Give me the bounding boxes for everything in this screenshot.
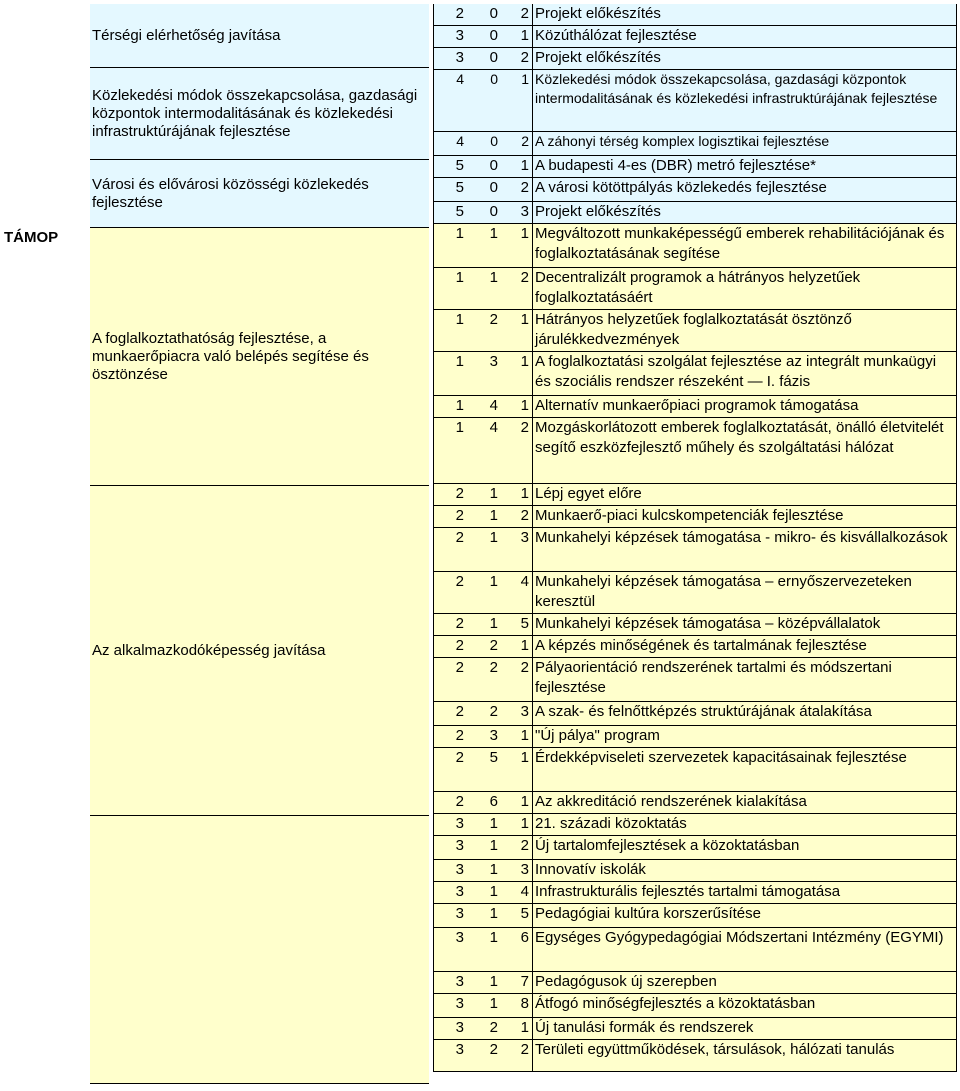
code-cell: 0 <box>490 71 498 87</box>
measure-title: Megváltozott munkaképességű emberek rehabilitációjának és foglalkoztatásának segítése <box>533 224 957 267</box>
measure-title: Projekt előkészítés <box>533 48 957 69</box>
code-cell: 3 <box>501 860 533 881</box>
code-cell: 2 <box>489 1019 498 1036</box>
code-cell: 1 <box>489 269 498 286</box>
measure-title: Pályaorientáció rendszerének tartalmi és módszertani fejlesztése <box>533 658 957 701</box>
code-cell: 2 <box>433 528 467 571</box>
program-label: TÁMOP <box>4 229 59 246</box>
code-cell: 2 <box>489 311 498 328</box>
code-cell: 1 <box>489 573 498 590</box>
code-cell: 1 <box>501 484 533 505</box>
code-cell: 3 <box>489 353 498 370</box>
code-cell: 2 <box>501 132 533 155</box>
code-cell: 2 <box>501 506 533 527</box>
code-cell: 1 <box>489 995 498 1012</box>
table-row <box>433 396 957 418</box>
code-cell: 1 <box>433 224 467 267</box>
code-cell: 0 <box>489 203 498 220</box>
table-row <box>433 310 957 352</box>
table-row <box>433 224 957 268</box>
code-cell: 3 <box>433 26 467 47</box>
code-cell: 5 <box>489 749 498 766</box>
table-row <box>433 4 957 26</box>
code-cell: 2 <box>501 836 533 859</box>
measure-title: Decentralizált programok a hátrányos helyzetűek foglalkoztatásáért <box>533 268 957 309</box>
code-cell: 2 <box>433 636 467 657</box>
measure-title: Munkahelyi képzések támogatása - mikro- és kisvállalkozások <box>533 528 957 571</box>
measure-title: Infrastrukturális fejlesztés tartalmi támogatása <box>533 882 957 903</box>
table-row <box>433 882 957 904</box>
table-row <box>433 748 957 792</box>
priority-cell: Az alkalmazkodóképesség javítása <box>90 486 429 816</box>
code-cell: 3 <box>433 928 467 971</box>
table-row <box>433 132 957 156</box>
code-cell: 0 <box>489 157 498 174</box>
code-cell: 7 <box>501 972 533 993</box>
code-cell: 2 <box>501 418 533 483</box>
code-cell: 4 <box>489 397 498 414</box>
measure-title: Egységes Gyógypedagógiai Módszertani Intézmény (EGYMI) <box>533 928 957 971</box>
measure-title: A képzés minőségének és tartalmának fejlesztése <box>533 636 957 657</box>
measure-title: Munkaerő-piaci kulcskompetenciák fejlesztése <box>533 506 957 527</box>
priority-cell: Térségi elérhetőség javítása <box>90 4 429 68</box>
measure-title: "Új pálya" program <box>533 726 957 747</box>
priority-cell: A foglalkoztathatóság fejlesztése, a munkaerőpiacra való belépés segítése és ösztönzése <box>90 228 429 486</box>
table-row <box>433 658 957 702</box>
code-cell: 1 <box>501 814 533 835</box>
measure-title: Projekt előkészítés <box>533 202 957 223</box>
code-cell: 3 <box>501 528 533 571</box>
measure-title: Hátrányos helyzetűek foglalkoztatását ösztönző járulékkedvezmények <box>533 310 957 351</box>
priority-cell <box>90 816 429 1084</box>
measure-title: A városi kötöttpályás közlekedés fejlesztése <box>533 178 957 201</box>
measure-title: Közúthálózat fejlesztése <box>533 26 957 47</box>
code-cell: 0 <box>490 133 498 149</box>
code-cell: 0 <box>489 5 498 22</box>
code-cell: 1 <box>501 792 533 813</box>
code-cell: 5 <box>501 614 533 635</box>
measure-title: Közlekedési módok összekapcsolása, gazdasági központok intermodalitásának és közlekedési infrastruktúrájának fejlesztése <box>533 70 957 131</box>
code-cell: 2 <box>433 658 467 701</box>
code-cell: 1 <box>489 837 498 854</box>
code-cell: 1 <box>489 529 498 546</box>
code-cell: 5 <box>433 156 467 177</box>
code-cell: 1 <box>489 883 498 900</box>
table-row <box>433 178 957 202</box>
table-row <box>433 202 957 224</box>
code-cell: 3 <box>433 882 467 903</box>
code-cell: 2 <box>501 48 533 69</box>
code-cell: 5 <box>433 178 467 201</box>
code-cell: 1 <box>433 352 467 395</box>
code-cell: 2 <box>433 572 467 613</box>
code-cell: 2 <box>501 1040 533 1071</box>
table-row <box>433 506 957 528</box>
code-cell: 1 <box>501 1018 533 1039</box>
code-cell: 4 <box>433 132 467 155</box>
measure-title: Új tanulási formák és rendszerek <box>533 1018 957 1039</box>
code-cell: 1 <box>501 156 533 177</box>
code-cell: 1 <box>489 615 498 632</box>
code-cell: 1 <box>501 26 533 47</box>
table-row <box>433 792 957 814</box>
code-cell: 1 <box>433 418 467 483</box>
table-row <box>433 70 957 132</box>
measure-title: Projekt előkészítés <box>533 4 957 25</box>
table-row <box>433 352 957 396</box>
table-row <box>433 972 957 994</box>
measure-title: A záhonyi térség komplex logisztikai fejlesztése <box>533 132 957 155</box>
code-cell: 3 <box>433 860 467 881</box>
table-row <box>433 528 957 572</box>
measure-title: Pedagógiai kultúra korszerűsítése <box>533 904 957 927</box>
table-row <box>433 484 957 506</box>
code-cell: 1 <box>501 70 533 131</box>
code-cell: 2 <box>433 748 467 791</box>
measure-title: Új tartalomfejlesztések a közoktatásban <box>533 836 957 859</box>
table-row <box>433 928 957 972</box>
measure-title: A budapesti 4-es (DBR) metró fejlesztése* <box>533 156 957 177</box>
table-row <box>433 904 957 928</box>
measure-title: Pedagógusok új szerepben <box>533 972 957 993</box>
code-cell: 4 <box>433 70 467 131</box>
priority-cell: Közlekedési módok összekapcsolása, gazdasági központok intermodalitásának és közlekedési infrastruktúrájának fejlesztése <box>90 68 429 160</box>
code-cell: 2 <box>489 1041 498 1058</box>
table-row <box>433 614 957 636</box>
code-cell: 1 <box>501 352 533 395</box>
code-cell: 4 <box>489 419 498 436</box>
code-cell: 2 <box>433 4 467 25</box>
code-cell: 6 <box>489 793 498 810</box>
code-cell: 3 <box>433 1018 467 1039</box>
table-row <box>433 636 957 658</box>
code-cell: 4 <box>501 882 533 903</box>
measure-title: Innovatív iskolák <box>533 860 957 881</box>
code-cell: 0 <box>489 49 498 66</box>
code-cell: 2 <box>433 506 467 527</box>
table-row <box>433 48 957 70</box>
measure-title: A foglalkoztatási szolgálat fejlesztése az integrált munkaügyi és szociális rendszer részeként — I. fázis <box>533 352 957 395</box>
table-row <box>433 836 957 860</box>
measure-title: Átfogó minőségfejlesztés a közoktatásban <box>533 994 957 1017</box>
code-cell: 3 <box>433 904 467 927</box>
table-row <box>433 418 957 484</box>
code-cell: 1 <box>501 224 533 267</box>
code-cell: 2 <box>433 614 467 635</box>
code-cell: 2 <box>501 178 533 201</box>
code-cell: 2 <box>489 659 498 676</box>
table-row <box>433 814 957 836</box>
code-cell: 1 <box>501 726 533 747</box>
code-cell: 2 <box>501 268 533 309</box>
measure-title: Érdekképviseleti szervezetek kapacitásainak fejlesztése <box>533 748 957 791</box>
code-cell: 2 <box>501 4 533 25</box>
measure-title: Az akkreditáció rendszerének kialakítása <box>533 792 957 813</box>
code-cell: 1 <box>489 973 498 990</box>
code-cell: 1 <box>501 310 533 351</box>
measure-title: Mozgáskorlátozott emberek foglalkoztatását, önálló életvitelét segítő eszközfejlesztő műhely és szolgáltatási hálózat <box>533 418 957 483</box>
code-cell: 2 <box>489 637 498 654</box>
measure-title: Munkahelyi képzések támogatása – ernyőszervezeteken keresztül <box>533 572 957 613</box>
code-cell: 3 <box>433 48 467 69</box>
code-cell: 2 <box>433 726 467 747</box>
code-cell: 1 <box>501 748 533 791</box>
code-cell: 1 <box>501 396 533 417</box>
code-cell: 1 <box>489 225 498 242</box>
code-cell: 4 <box>501 572 533 613</box>
code-cell: 8 <box>501 994 533 1017</box>
code-cell: 3 <box>433 994 467 1017</box>
table-row <box>433 1040 957 1072</box>
code-cell: 3 <box>433 1040 467 1071</box>
measure-title: Területi együttműködések, társulások, hálózati tanulás <box>533 1040 957 1071</box>
table-row <box>433 1018 957 1040</box>
code-cell: 1 <box>489 815 498 832</box>
code-cell: 0 <box>489 27 498 44</box>
code-cell: 1 <box>489 861 498 878</box>
code-cell: 3 <box>489 727 498 744</box>
priority-cell: Városi és elővárosi közösségi közlekedés fejlesztése <box>90 160 429 228</box>
code-cell: 2 <box>501 658 533 701</box>
code-cell: 1 <box>489 929 498 946</box>
code-cell: 0 <box>489 179 498 196</box>
code-cell: 2 <box>433 702 467 725</box>
code-cell: 3 <box>433 814 467 835</box>
table-row <box>433 994 957 1018</box>
table-row <box>433 26 957 48</box>
code-cell: 3 <box>433 972 467 993</box>
code-cell: 1 <box>433 268 467 309</box>
code-cell: 3 <box>433 836 467 859</box>
table-row <box>433 860 957 882</box>
code-cell: 1 <box>489 485 498 502</box>
measure-title: Alternatív munkaerőpiaci programok támogatása <box>533 396 957 417</box>
code-cell: 1 <box>501 636 533 657</box>
code-cell: 6 <box>501 928 533 971</box>
measure-title: A szak- és felnőttképzés struktúrájának átalakítása <box>533 702 957 725</box>
table-row <box>433 572 957 614</box>
code-cell: 5 <box>501 904 533 927</box>
measure-title: Munkahelyi képzések támogatása – középvállalatok <box>533 614 957 635</box>
code-cell: 1 <box>433 310 467 351</box>
measure-title: 21. századi közoktatás <box>533 814 957 835</box>
code-cell: 5 <box>433 202 467 223</box>
table-row <box>433 726 957 748</box>
table-row <box>433 156 957 178</box>
table-row <box>433 268 957 310</box>
table-row <box>433 702 957 726</box>
code-cell: 1 <box>433 396 467 417</box>
measure-title: Lépj egyet előre <box>533 484 957 505</box>
code-cell: 3 <box>501 702 533 725</box>
code-cell: 1 <box>489 507 498 524</box>
code-cell: 2 <box>433 792 467 813</box>
code-cell: 2 <box>433 484 467 505</box>
code-cell: 2 <box>489 703 498 720</box>
code-cell: 1 <box>489 905 498 922</box>
code-cell: 3 <box>501 202 533 223</box>
